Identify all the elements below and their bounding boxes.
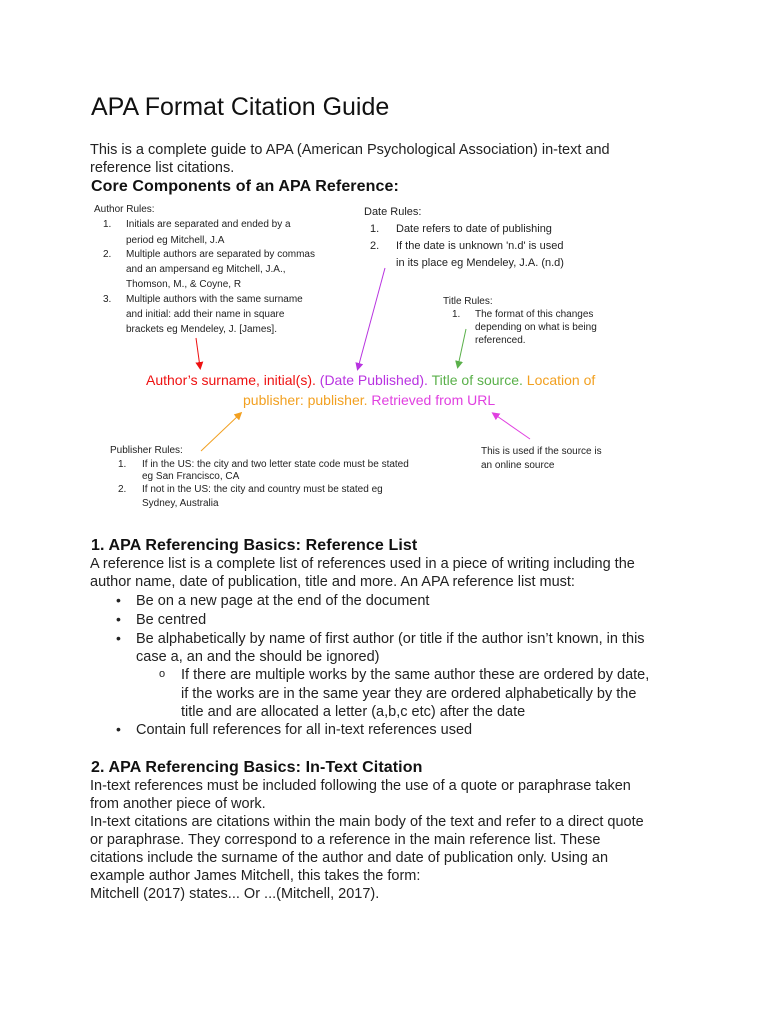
paragraph-line: author name, date of publication, title and more. An APA reference list must:	[90, 574, 575, 590]
list-item: If the date is unknown 'n.d' is used	[396, 240, 564, 252]
paragraph-line: or paraphrase. They correspond to a reference in the main reference list. These	[90, 832, 601, 848]
list-item: and an ampersand eg Mitchell, J.A.,	[126, 264, 286, 275]
bullet: •	[116, 630, 121, 646]
sub-list-item: if the works are in the same year they are ordered alphabetically by the	[181, 686, 637, 702]
list-item: Multiple authors with the same surname	[126, 294, 303, 305]
bullet: •	[116, 592, 121, 608]
title-rules-heading: Title Rules:	[443, 296, 493, 307]
list-item: brackets eg Mendeley, J. [James].	[126, 324, 277, 335]
list-item: Date refers to date of publishing	[396, 223, 552, 235]
list-item: Initials are separated and ended by a	[126, 219, 291, 230]
list-number: 2.	[103, 249, 112, 260]
sub-list-item: If there are multiple works by the same author these are ordered by date,	[181, 667, 650, 683]
list-item: case a, an and the should be ignored)	[136, 649, 380, 665]
list-number: 1.	[370, 223, 380, 235]
publisher-rules-heading: Publisher Rules:	[110, 445, 183, 456]
title-arrow	[458, 329, 466, 366]
author-arrow	[196, 338, 200, 367]
paragraph-line: In-text references must be included following the use of a quote or paraphrase taken	[90, 778, 631, 794]
formula-title: Title of source.	[431, 372, 523, 388]
list-item: Multiple authors are separated by commas	[126, 249, 315, 260]
core-components-heading: Core Components of an APA Reference:	[91, 178, 399, 195]
date-rules-heading: Date Rules:	[364, 206, 422, 218]
date-arrow	[358, 268, 385, 368]
list-item: If in the US: the city and two letter state code must be stated	[142, 459, 409, 470]
list-item: and initial: add their name in square	[126, 309, 285, 320]
list-item: eg San Francisco, CA	[142, 471, 240, 482]
paragraph-line: Mitchell (2017) states... Or ...(Mitchell, 2017).	[90, 886, 380, 902]
url-note-line: This is used if the source is	[481, 446, 602, 457]
intro-line: This is a complete guide to APA (American Psychological Association) in-text and	[90, 142, 610, 158]
sub-list-item: title and are allocated a letter (a,b,c etc) after the date	[181, 704, 526, 720]
paragraph-line: from another piece of work.	[90, 796, 266, 812]
url-note-line: an online source	[481, 460, 555, 471]
list-number: 3.	[103, 294, 112, 305]
bullet: •	[116, 611, 121, 627]
list-item: Contain full references for all in-text references used	[136, 722, 473, 738]
bullet: •	[116, 721, 121, 737]
page-title: APA Format Citation Guide	[91, 93, 390, 121]
list-number: 1.	[118, 459, 127, 470]
formula-date: (Date Published).	[319, 372, 428, 388]
list-item: Be on a new page at the end of the document	[136, 593, 430, 609]
list-item: in its place eg Mendeley, J.A. (n.d)	[396, 257, 564, 269]
list-item: Be centred	[136, 612, 207, 628]
list-item: period eg Mitchell, J.A	[126, 235, 225, 246]
paragraph-line: A reference list is a complete list of references used in a piece of writing including the	[90, 556, 635, 572]
author-rules-heading: Author Rules:	[94, 204, 155, 215]
paragraph-line: In-text citations are citations within the main body of the text and refer to a direct quote	[90, 814, 644, 830]
publisher-arrow	[201, 414, 240, 451]
list-number: 1.	[103, 219, 112, 230]
list-item: If not in the US: the city and country must be stated eg	[142, 484, 383, 495]
formula-location: Location of	[526, 372, 596, 388]
section-heading: 2. APA Referencing Basics: In-Text Citation	[91, 759, 423, 776]
list-number: 2.	[370, 240, 380, 252]
intro-line: reference list citations.	[90, 160, 235, 176]
paragraph-line: example author James Mitchell, this takes the form:	[90, 868, 421, 884]
list-item: depending on what is being	[475, 322, 597, 333]
formula-author: Author’s surname, initial(s).	[146, 372, 316, 388]
list-item: Sydney, Australia	[142, 498, 219, 509]
paragraph-line: citations include the surname of the author and date of publication only. Using an	[90, 850, 609, 866]
list-item: referenced.	[475, 335, 526, 346]
section-heading: 1. APA Referencing Basics: Reference List	[91, 537, 418, 554]
list-item: Be alphabetically by name of first author (or title if the author isn’t known, in this	[136, 631, 645, 647]
formula-retrieved: Retrieved from URL	[371, 392, 496, 408]
formula-publisher: publisher: publisher.	[243, 392, 368, 408]
url-arrow	[494, 414, 530, 439]
list-number: 2.	[118, 484, 127, 495]
sub-bullet: o	[159, 668, 166, 680]
list-item: Thomson, M., & Coyne, R	[126, 279, 242, 290]
list-number: 1.	[452, 309, 461, 320]
list-item: The format of this changes	[475, 309, 594, 320]
